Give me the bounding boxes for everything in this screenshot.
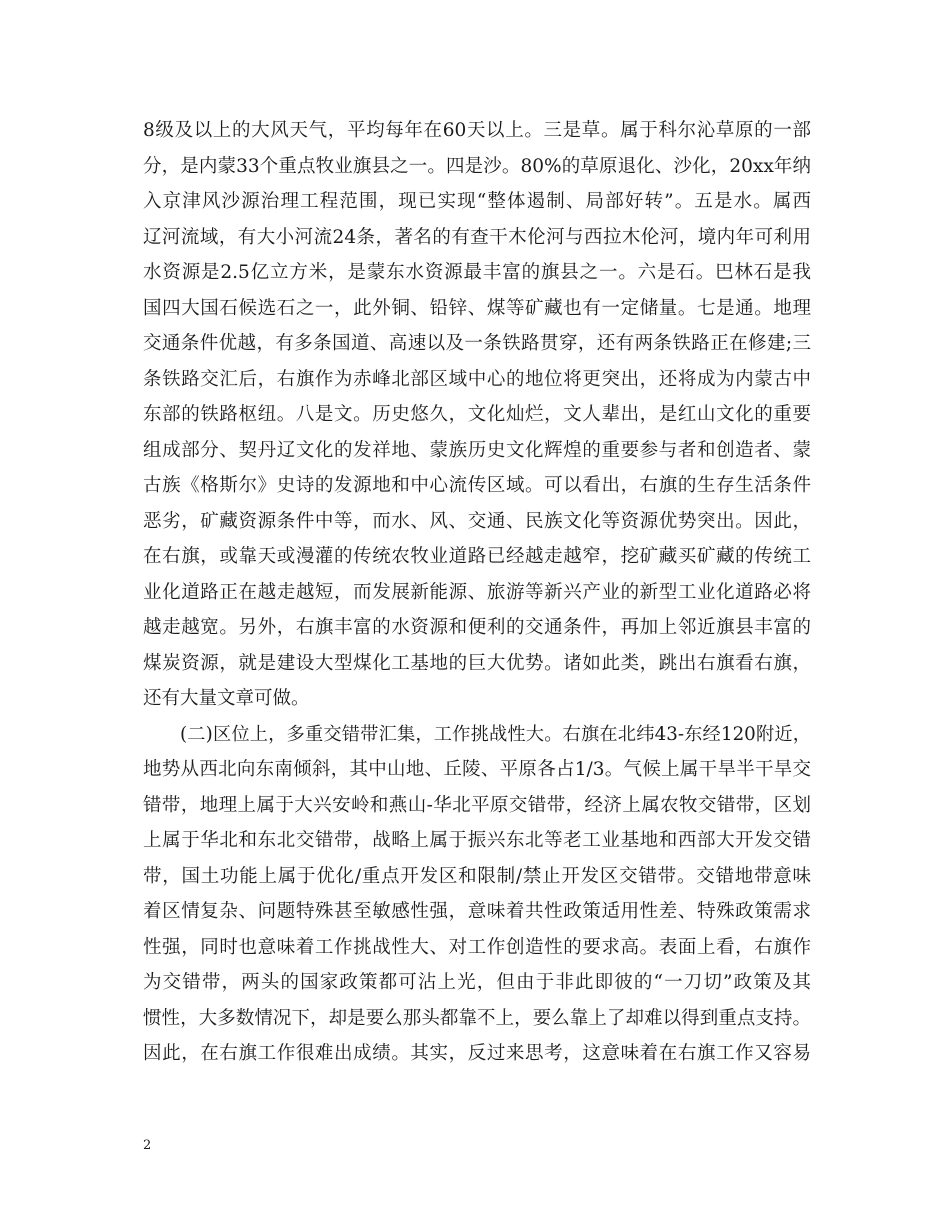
text-line: 条铁路交汇后，右旗作为赤峰北部区域中心的地位将更突出，还将成为内蒙古中 (143, 368, 811, 390)
paragraph-2 (143, 717, 811, 1072)
text-line: (二)区位上，多重交错带汇集，工作挑战性大。右旗在北纬43-东经120附近， (180, 723, 811, 745)
text-line: 惯性，大多数情况下，却是要么那头都靠不上，要么靠上了却难以得到重点支持。 (143, 1007, 811, 1029)
text-line: 越走越宽。另外，右旗丰富的水资源和便利的交通条件，再加上邻近旗县丰富的 (143, 617, 811, 638)
text-line: 国四大国石候选石之一，此外铜、铅锌、煤等矿藏也有一定储量。七是通。地理 (143, 297, 811, 319)
text-line: 入京津风沙源治理工程范围，现已实现“整体遏制、局部好转”。五是水。属西 (143, 191, 811, 212)
text-line: 上属于华北和东北交错带，战略上属于振兴东北等老工业基地和西部大开发交错 (143, 830, 811, 851)
body-text (143, 113, 811, 1072)
page-number: 2 (143, 1138, 152, 1153)
text-line: 业化道路正在越走越短，而发展新能源、旅游等新兴产业的新型工业化道路必将 (143, 581, 811, 603)
text-line: 地势从西北向东南倾斜，其中山地、丘陵、平原各占1/3。气候上属干旱半干旱交 (143, 759, 811, 780)
text-line: 水资源是2.5亿立方米，是蒙东水资源最丰富的旗县之一。六是石。巴林石是我 (143, 262, 811, 283)
text-line: 着区情复杂、问题特殊甚至敏感性强，意味着共性政策适用性差、特殊政策需求 (143, 901, 811, 922)
text-line: 性强，同时也意味着工作挑战性大、对工作创造性的要求高。表面上看，右旗作 (143, 936, 811, 958)
text-line: 在右旗，或靠天或漫灌的传统农牧业道路已经越走越窄，挖矿藏买矿藏的传统工 (143, 546, 811, 567)
text-line: 恶劣，矿藏资源条件中等，而水、风、交通、民族文化等资源优势突出。因此， (143, 510, 811, 532)
text-line: 古族《格斯尔》史诗的发源地和中心流传区域。可以看出，右旗的生存生活条件 (143, 475, 811, 496)
text-line: 带，国土功能上属于优化/重点开发区和限制/禁止开发区交错带。交错地带意味 (143, 865, 811, 887)
text-line: 因此，在右旗工作很难出成绩。其实，反过来思考，这意味着在右旗工作又容易 (143, 1043, 811, 1064)
text-line: 错带，地理上属于大兴安岭和燕山-华北平原交错带，经济上属农牧交错带，区划 (143, 794, 811, 816)
text-line: 组成部分、契丹辽文化的发祥地、蒙族历史文化辉煌的重要参与者和创造者、蒙 (143, 439, 811, 461)
text-line: 为交错带，两头的国家政策都可沾上光，但由于非此即彼的“一刀切”政策及其 (143, 972, 811, 993)
text-line: 东部的铁路枢纽。八是文。历史悠久，文化灿烂，文人辈出，是红山文化的重要 (143, 404, 811, 425)
paragraph-1 (143, 113, 811, 717)
text-line: 还有大量文章可做。 (143, 688, 310, 709)
text-line: 辽河流域，有大小河流24条，著名的有查干木伦河与西拉木伦河，境内年可利用 (143, 226, 811, 248)
text-line: 8级及以上的大风天气，平均每年在60天以上。三是草。属于科尔沁草原的一部 (143, 120, 811, 141)
text-line: 分，是内蒙33个重点牧业旗县之一。四是沙。80%的草原退化、沙化，20xx年纳 (143, 155, 811, 177)
text-line: 交通条件优越，有多条国道、高速以及一条铁路贯穿，还有两条铁路正在修建;三 (143, 333, 811, 354)
text-line: 煤炭资源，就是建设大型煤化工基地的巨大优势。诸如此类，跳出右旗看右旗， (143, 652, 811, 674)
